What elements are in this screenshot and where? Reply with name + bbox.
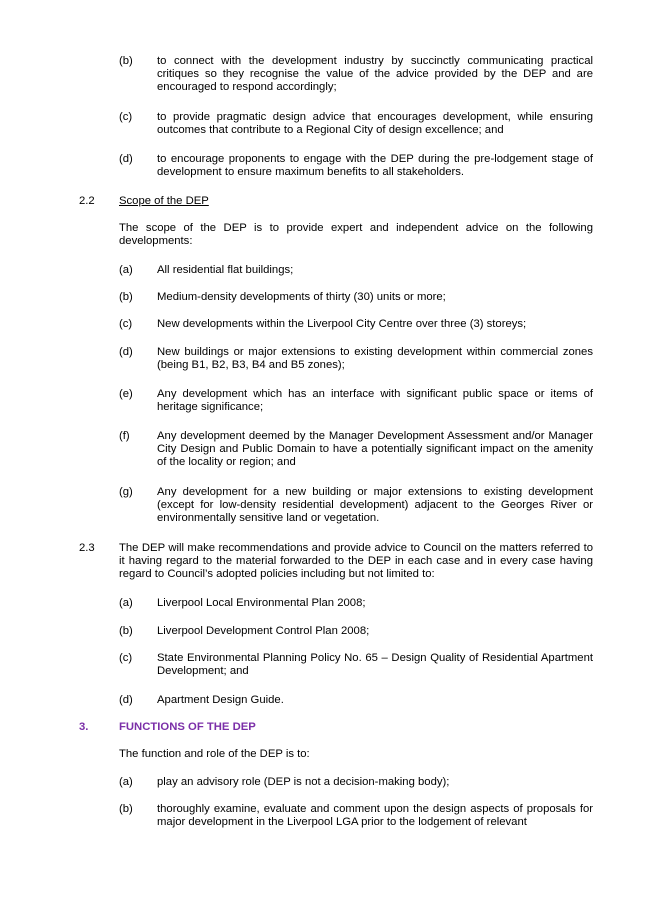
list-item xyxy=(119,597,593,610)
section-number: 2.2 xyxy=(79,195,95,207)
list-item xyxy=(119,111,593,137)
list-label: (d) xyxy=(119,346,133,358)
list-item xyxy=(119,430,593,469)
list-item xyxy=(119,625,593,638)
section-intro: The scope of the DEP is to provide expert and independent advice on the following developments: xyxy=(119,222,593,247)
section-heading: FUNCTIONS OF THE DEP xyxy=(119,721,256,733)
list-text: Liverpool Development Control Plan 2008; xyxy=(157,625,370,637)
section-intro: The DEP will make recommendations and provide advice to Council on the matters referred to it having regard to the material forwarded to the DEP in each case and in every case having regard to Council’s adopted policies including but not limited to: xyxy=(119,542,593,580)
list-label: (a) xyxy=(119,597,133,609)
list-item xyxy=(119,153,593,179)
section-heading: Scope of the DEP xyxy=(119,195,209,207)
list-text: Liverpool Local Environmental Plan 2008; xyxy=(157,597,366,609)
list-label: (a) xyxy=(119,776,133,788)
list-label: (b) xyxy=(119,291,133,303)
list-label: (d) xyxy=(119,694,133,706)
section-intro: The function and role of the DEP is to: xyxy=(119,748,310,760)
list-item xyxy=(119,264,593,277)
list-item xyxy=(119,318,593,331)
list-label: (g) xyxy=(119,486,133,498)
list-text: Any development for a new building or major extensions to existing development (except for low-density residential development) adjacent to the Georges River or environmentally sensitive land or vegetation. xyxy=(157,486,593,524)
section-number: 3. xyxy=(79,721,89,733)
list-text: play an advisory role (DEP is not a decision-making body); xyxy=(157,776,450,788)
list-label: (b) xyxy=(119,625,133,637)
list-item xyxy=(119,55,593,94)
list-label: (e) xyxy=(119,388,133,400)
list-text: to connect with the development industry by succinctly communicating practical critiques so they recognise the value of the advice provided by the DEP and are encouraged to respond accordingly; xyxy=(157,55,593,93)
list-label: (c) xyxy=(119,652,133,664)
list-text: All residential flat buildings; xyxy=(157,264,294,276)
list-label: (c) xyxy=(119,318,133,330)
list-text: to provide pragmatic design advice that encourages development, while ensuring outcomes that contribute to a Regional City of design excellence; and xyxy=(157,111,593,136)
list-text: New developments within the Liverpool City Centre over three (3) storeys; xyxy=(157,318,527,330)
list-item xyxy=(119,803,593,829)
list-text: Any development deemed by the Manager Development Assessment and/or Manager City Design and Public Domain to have a potentially significant impact on the amenity of the locality or region; and xyxy=(157,430,593,468)
list-item xyxy=(119,486,593,525)
list-text: to encourage proponents to engage with the DEP during the pre-lodgement stage of development to ensure maximum benefits to all stakeholders. xyxy=(157,153,593,178)
list-text: thoroughly examine, evaluate and comment upon the design aspects of proposals for major development in the Liverpool LGA prior to the lodgement of relevant xyxy=(157,803,593,828)
list-item xyxy=(119,346,593,372)
list-text: New buildings or major extensions to existing development within commercial zones (being B1, B2, B3, B4 and B5 zones); xyxy=(157,346,593,371)
list-label: (f) xyxy=(119,430,130,442)
list-text: State Environmental Planning Policy No. 65 – Design Quality of Residential Apartment Development; and xyxy=(157,652,593,677)
section-number: 2.3 xyxy=(79,542,95,554)
list-item xyxy=(119,694,593,707)
list-item xyxy=(119,652,593,678)
list-label: (a) xyxy=(119,264,133,276)
list-label: (b) xyxy=(119,55,133,67)
list-text: Apartment Design Guide. xyxy=(157,694,284,706)
list-label: (b) xyxy=(119,803,133,815)
list-label: (d) xyxy=(119,153,133,165)
list-item xyxy=(119,291,593,304)
list-text: Any development which has an interface with significant public space or items of heritage significance; xyxy=(157,388,593,413)
list-label: (c) xyxy=(119,111,133,123)
list-text: Medium-density developments of thirty (30) units or more; xyxy=(157,291,446,303)
list-item xyxy=(119,388,593,414)
list-item xyxy=(119,776,593,789)
